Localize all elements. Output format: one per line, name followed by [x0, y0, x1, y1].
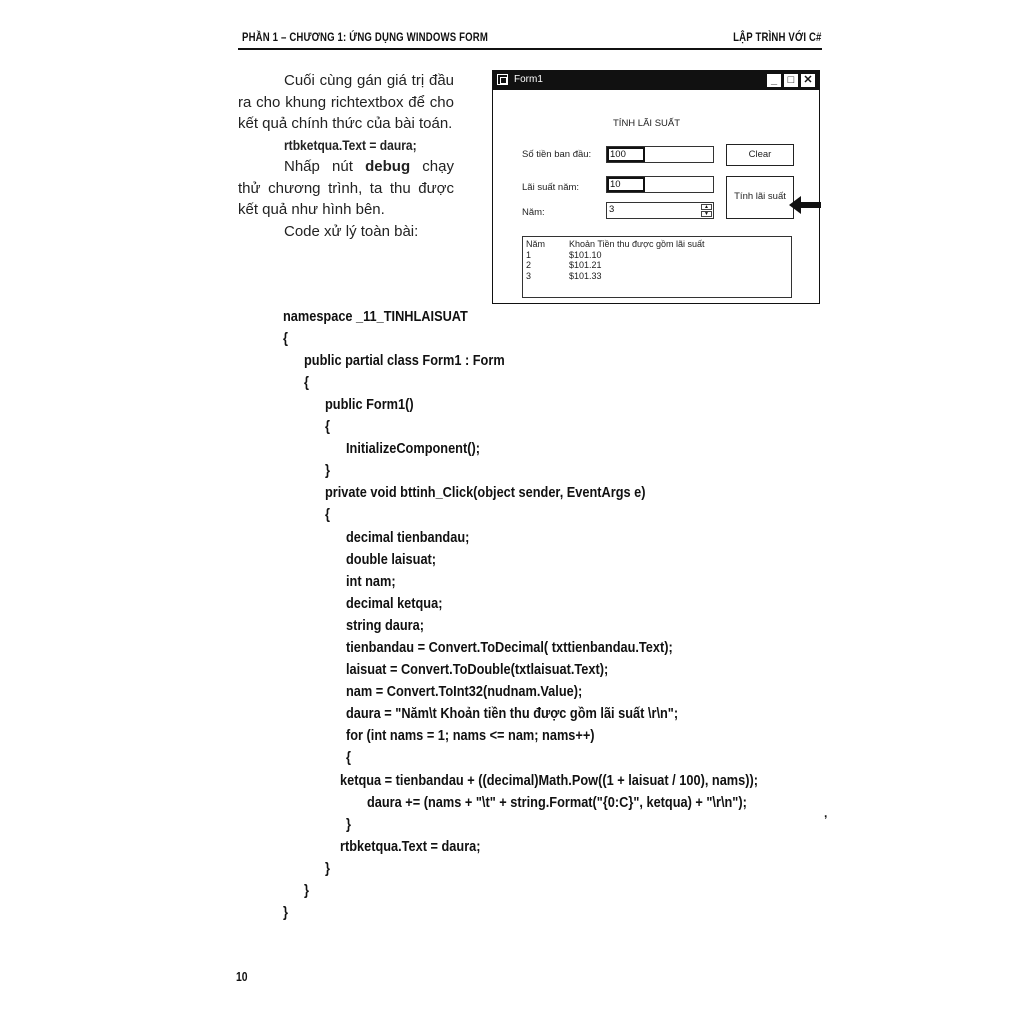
code-line: namespace _11_TINHLAISUAT: [283, 309, 468, 325]
output-year: 1: [526, 249, 532, 260]
code-line: }: [325, 861, 330, 877]
output-amount: $101.33: [569, 270, 602, 281]
intro-paragraph-2: [238, 156, 454, 221]
output-amount: $101.21: [569, 260, 602, 270]
code-line: ketqua = tienbandau + ((decimal)Math.Pow((1 + laisuat / 100), nams));: [340, 773, 758, 789]
output-year: 2: [526, 260, 532, 270]
stray-mark: ,: [824, 806, 828, 820]
form-titlebar: [493, 71, 819, 90]
code-line: decimal ketqua;: [346, 596, 443, 612]
output-row: [525, 250, 789, 261]
output-header-nam: Năm: [526, 239, 546, 249]
header-book-title: LẬP TRÌNH VỚI C#: [733, 30, 822, 44]
code-line: }: [346, 817, 351, 833]
code-line: nam = Convert.ToInt32(nudnam.Value);: [346, 684, 583, 700]
page-number: 10: [236, 969, 248, 984]
intro-paragraph-3: Code xử lý toàn bài:: [284, 222, 419, 240]
spin-down-icon[interactable]: ▼: [701, 211, 712, 217]
code-line: daura += (nams + "\t" + string.Format("{0:C}", ketqua) + "\r\n");: [367, 795, 747, 811]
code-line: {: [325, 419, 330, 435]
tinh-lai-suat-button[interactable]: Tính lãi suất: [726, 176, 794, 219]
form-window-title: Form1: [514, 74, 543, 85]
label-tien-ban-dau: Số tiền ban đầu:: [522, 149, 592, 160]
label-lai-suat: Lãi suất năm:: [522, 182, 580, 193]
code-line: {: [304, 375, 309, 391]
page-header: [238, 28, 822, 50]
code-line: InitializeComponent();: [346, 441, 480, 457]
header-chapter: PHẦN 1 – CHƯƠNG 1: ỨNG DỤNG WINDOWS FORM: [242, 30, 488, 44]
code-line: }: [325, 463, 330, 479]
code-line: }: [304, 883, 309, 899]
label-nam: Năm:: [522, 207, 545, 218]
txttienbandau-value: 100: [607, 147, 645, 162]
intro-code-line: rtbketqua.Text = daura;: [284, 136, 417, 153]
form-heading: TÍNH LÃI SUẤT: [613, 118, 681, 129]
intro-p2-bold: debug: [365, 158, 411, 175]
code-line: daura = "Năm\t Khoản tiền thu được gồm lãi suất \r\n";: [346, 706, 679, 722]
txtlaisuat-field[interactable]: [606, 176, 714, 193]
output-row: [525, 271, 789, 282]
code-line: }: [283, 905, 288, 921]
code-line: for (int nams = 1; nams <= nam; nams++): [346, 728, 595, 744]
intro-p2-after: chạy thử chương trình, ta thu được kết quả như hình bên.: [238, 158, 454, 218]
close-icon[interactable]: ✕: [801, 74, 815, 87]
code-line: string daura;: [346, 618, 424, 634]
output-header-khoan: Khoản Tiền thu được gồm lãi suất: [569, 239, 705, 249]
code-line: tienbandau = Convert.ToDecimal( txttienbandau.Text);: [346, 640, 673, 656]
code-line: public partial class Form1 : Form: [304, 353, 505, 369]
output-header-row: [525, 239, 789, 250]
output-year: 3: [526, 270, 532, 281]
code-line: public Form1(): [325, 397, 414, 413]
txttienbandau-field[interactable]: [606, 146, 714, 163]
code-line: private void bttinh_Click(object sender, EventArgs e): [325, 485, 646, 501]
pointer-arrow-icon: [789, 196, 821, 214]
form-app-icon: [497, 74, 508, 85]
form-window: [492, 70, 820, 304]
code-line: laisuat = Convert.ToDouble(txtlaisuat.Text);: [346, 662, 609, 678]
nudnam-value: 3: [609, 204, 615, 215]
txtlaisuat-value: 10: [607, 177, 645, 192]
intro-p2-before: Nhấp nút: [284, 158, 366, 175]
code-line: int nam;: [346, 574, 396, 590]
spin-up-icon[interactable]: ▲: [701, 204, 712, 210]
intro-text: [238, 70, 454, 242]
code-line: decimal tienbandau;: [346, 530, 470, 546]
code-line: rtbketqua.Text = daura;: [340, 839, 481, 855]
maximize-icon[interactable]: □: [784, 74, 798, 87]
code-line: double laisuat;: [346, 552, 437, 568]
minimize-icon[interactable]: _: [767, 74, 781, 87]
output-amount: $101.10: [569, 249, 602, 260]
clear-button[interactable]: Clear: [726, 144, 794, 166]
code-line: {: [283, 331, 288, 347]
code-line: {: [346, 750, 351, 766]
rtbketqua-output[interactable]: [522, 236, 792, 298]
output-row: [525, 260, 789, 271]
nudnam-stepper[interactable]: [606, 202, 714, 219]
intro-paragraph-1: Cuối cùng gán giá trị đầu ra cho khung richtextbox để cho kết quả chính thức của bài toán.: [238, 72, 454, 132]
code-line: {: [325, 507, 330, 523]
